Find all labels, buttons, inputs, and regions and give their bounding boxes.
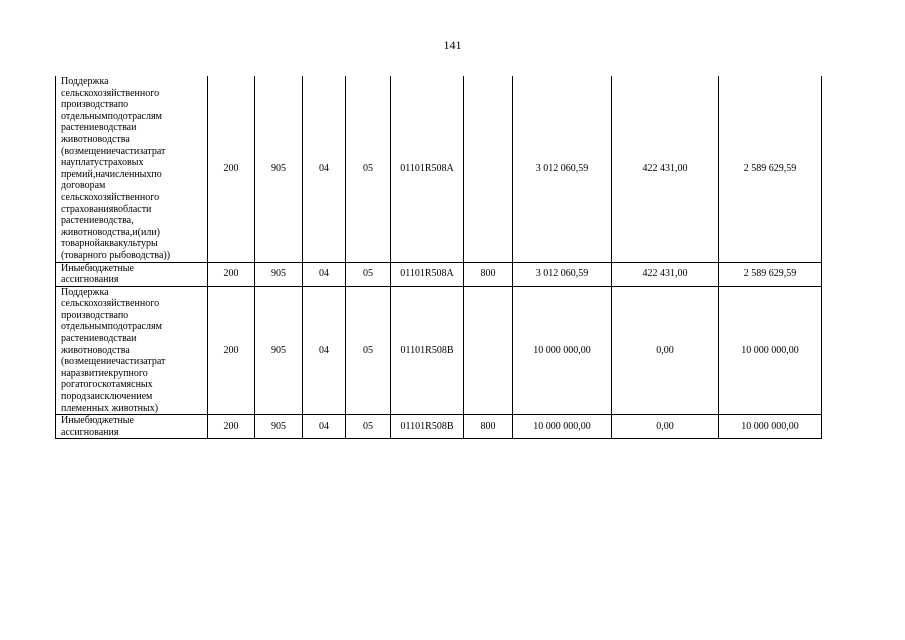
cell-col2: 905 [255,262,303,286]
row-name-line: породзаисключением [61,391,153,403]
row-name-cell [56,262,208,286]
cell-col8: 422 431,00 [612,76,719,262]
row-name-line: Поддержка [61,76,109,87]
cell-col4: 05 [346,76,391,262]
cell-col8: 422 431,00 [612,262,719,286]
cell-col3: 04 [303,415,346,439]
cell-col6: 800 [464,262,513,286]
row-name-line: Поддержка [61,286,109,298]
cell-col9: 2 589 629,59 [719,76,822,262]
table-row [56,415,822,439]
row-name-line: отдельнымподотраслям [61,110,162,122]
cell-col2: 905 [255,415,303,439]
cell-col1: 200 [208,286,255,415]
row-name-line: наразвитиекрупного [61,367,148,379]
table-row [56,286,822,415]
row-name-line: Иныебюджетные [61,262,134,274]
cell-col6: 800 [464,415,513,439]
cell-col6 [464,286,513,415]
row-name-line: сельскохозяйственного [61,298,160,310]
row-name-line: отдельнымподотраслям [61,321,162,333]
cell-col7: 3 012 060,59 [513,76,612,262]
row-name-line: (возмещениечастизатрат [61,145,166,157]
cell-col1: 200 [208,415,255,439]
row-name-line: животноводства,и(или) [61,226,161,238]
page-number: 141 [443,38,462,52]
budget-table [55,76,822,439]
cell-col1: 200 [208,262,255,286]
row-name-line: ассигнования [61,274,119,286]
row-name-line: товарнойаквакультуры [61,238,158,250]
cell-col4: 05 [346,415,391,439]
row-name-cell [56,76,208,262]
row-name-line: (возмещениечастизатрат [61,356,166,368]
cell-col5: 01101R508A [391,76,464,262]
cell-col8: 0,00 [612,415,719,439]
cell-col6 [464,76,513,262]
cell-col2: 905 [255,76,303,262]
row-name-line: производствапо [61,99,129,111]
cell-col7: 10 000 000,00 [513,415,612,439]
cell-col5: 01101R508B [391,286,464,415]
cell-col4: 05 [346,262,391,286]
row-name-line: животноводства [61,344,130,356]
row-name-line: племенных животных) [61,402,159,414]
cell-col7: 3 012 060,59 [513,262,612,286]
row-name-line: растениеводстваи [61,333,137,345]
row-name-line: ассигнования [61,426,119,438]
cell-col1: 200 [208,76,255,262]
row-name-line: премий,начисленныхпо [61,168,162,180]
row-name-line: договорам [61,180,106,192]
row-name-line: Иныебюджетные [61,415,134,427]
cell-col9: 10 000 000,00 [719,286,822,415]
row-name-line: растениеводства, [61,215,134,227]
cell-col3: 04 [303,262,346,286]
row-name-line: науплатустраховых [61,157,144,169]
row-name-line: (товарного рыбоводства)) [61,249,171,261]
cell-col7: 10 000 000,00 [513,286,612,415]
cell-col8: 0,00 [612,286,719,415]
cell-col2: 905 [255,286,303,415]
row-name-line: производствапо [61,309,129,321]
row-name-line: сельскохозяйственного [61,191,160,203]
cell-col5: 01101R508A [391,262,464,286]
row-name-line: животноводства [61,133,130,145]
row-name-cell [56,415,208,439]
row-name-line: сельскохозяйственного [61,87,160,99]
row-name-line: рогатогоскотамясных [61,379,153,391]
cell-col3: 04 [303,76,346,262]
cell-col5: 01101R508B [391,415,464,439]
table-row [56,76,822,262]
cell-col4: 05 [346,286,391,415]
row-name-line: страхованиявобласти [61,203,152,215]
cell-col3: 04 [303,286,346,415]
row-name-cell [56,286,208,415]
cell-col9: 10 000 000,00 [719,415,822,439]
table-row [56,262,822,286]
row-name-line: растениеводстваи [61,122,137,134]
cell-col9: 2 589 629,59 [719,262,822,286]
